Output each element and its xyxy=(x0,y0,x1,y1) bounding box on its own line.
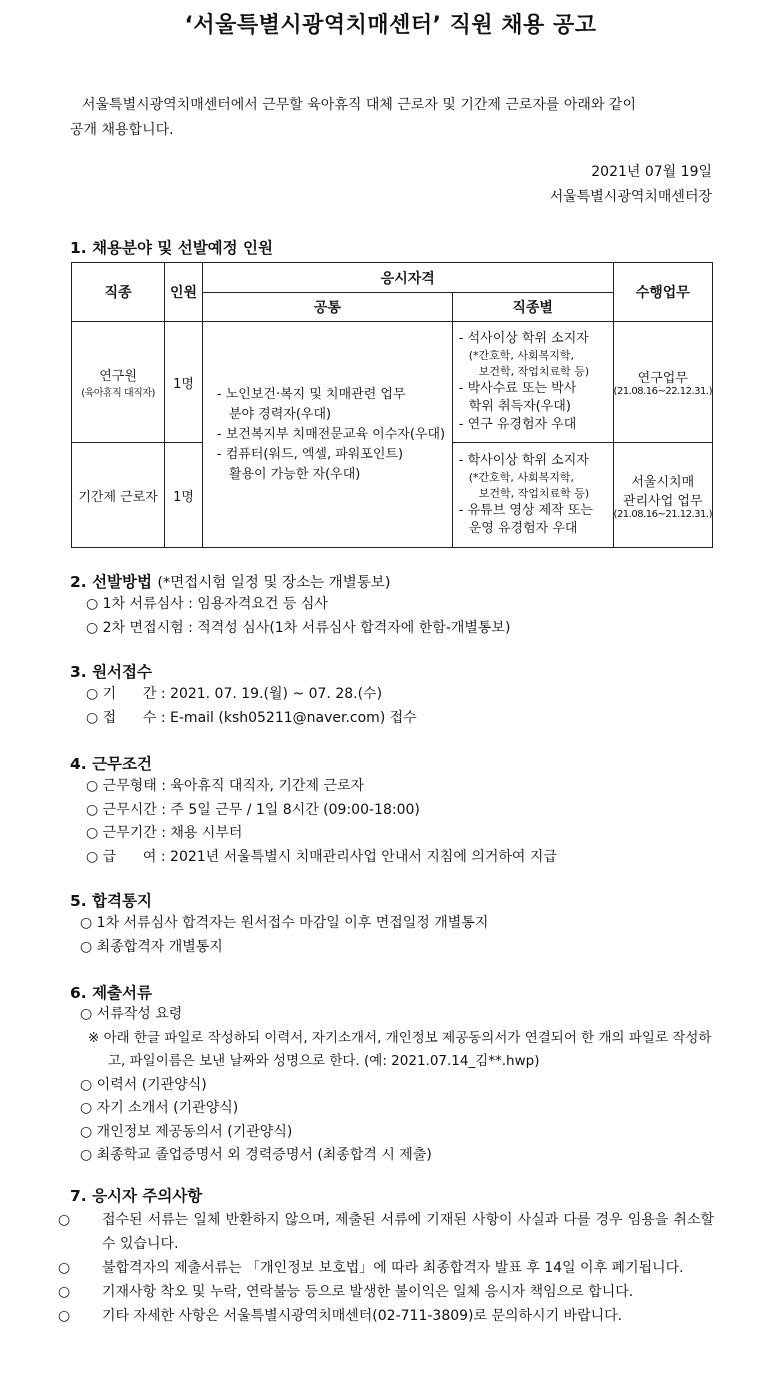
row1-count: 1명 xyxy=(165,322,203,443)
common-qualification xyxy=(202,322,452,548)
list-item: ○ 근무기간 : 채용 시부터 xyxy=(86,825,243,841)
section6-title: 6. 제출서류 xyxy=(70,984,152,1002)
header-common: 공통 xyxy=(202,293,452,322)
list-item: ○ 2차 면접시험 : 적격성 심사(1차 서류심사 합격자에 한함-개별통보) xyxy=(86,619,511,636)
row2-spec xyxy=(452,443,613,548)
header-qualification: 응시자격 xyxy=(202,263,613,293)
recruitment-table xyxy=(71,262,713,548)
section4-title: 4. 근무조건 xyxy=(70,755,152,773)
row1-job-note: (육아휴직 대직자) xyxy=(81,388,155,399)
section2-subtitle: (*면접시험 일정 및 장소는 개별통보) xyxy=(157,575,391,591)
list-item: ○ 서류작성 요령 xyxy=(80,1006,183,1022)
spec-item: - 석사이상 학위 소지자 xyxy=(458,331,589,346)
spec-item: - 유튜브 영상 제작 또는 xyxy=(458,503,593,518)
intro-line-1: 서울특별시광역치매센터에서 근무할 육아휴직 대체 근로자 및 기간제 근로자를 아래와 같이 xyxy=(82,97,636,113)
list-item-text: 불합격자의 제출서류는 「개인정보 보호법」에 따라 최종합격자 발표 후 14일 이후 폐기됩니다. xyxy=(102,1260,684,1276)
list-item: ○ 1차 서류심사 : 임용자격요건 등 심사 xyxy=(86,596,328,612)
bullet-icon: ○ xyxy=(58,1260,71,1276)
row2-job: 기간제 근로자 xyxy=(72,443,165,548)
list-item: ○ 1차 서류심사 합격자는 원서접수 마감일 이후 면접일정 개별통지 xyxy=(80,915,489,931)
intro-paragraph xyxy=(70,93,712,143)
spec-item: 운영 유경험자 우대 xyxy=(468,521,578,536)
list-item-text: 기타 자세한 사항은 서울특별시광역치매센터(02-711-3809)로 문의하시기 바랍니다. xyxy=(102,1308,623,1324)
list-item xyxy=(58,1304,714,1328)
spec-item: (*간호학, 사회복지학, xyxy=(468,349,575,362)
common-item: 분야 경력자(우대) xyxy=(228,406,332,422)
common-item: - 컴퓨터(워드, 엑셀, 파워포인트) xyxy=(216,446,404,462)
common-item: - 노인보건·복지 및 치매관련 업무 xyxy=(216,386,406,402)
row1-job xyxy=(72,322,165,443)
row2-duty-note: (21.08.16~21.12.31.) xyxy=(613,508,712,520)
section2-list xyxy=(86,593,510,640)
list-item xyxy=(58,1280,714,1304)
list-item-text: 기재사항 착오 및 누락, 연락불능 등으로 발생한 불이익은 일체 응시자 책임으로 합니다. xyxy=(102,1284,634,1300)
section6-list xyxy=(80,1003,714,1168)
list-item-text: 접수된 서류는 일체 반환하지 않으며, 제출된 서류에 기재된 사항이 사실과 다를 경우 임용을 취소할 수 있습니다. xyxy=(102,1212,714,1252)
common-item: - 보건복지부 치매전문교육 이수자(우대) xyxy=(216,426,446,442)
list-item: ○ 급 여 : 2021년 서울특별시 치매관리사업 안내서 지침에 의거하여 지급 xyxy=(86,848,557,865)
section1-title: 1. 채용분야 및 선발예정 인원 xyxy=(70,239,273,257)
list-item: ○ 개인정보 제공동의서 (기관양식) xyxy=(80,1123,293,1140)
list-item: ○ 자기 소개서 (기관양식) xyxy=(80,1100,239,1116)
row1-spec xyxy=(452,322,613,443)
spec-item: 보건학, 작업치료학 등) xyxy=(478,365,590,378)
list-item: ○ 기 간 : 2021. 07. 19.(월) ~ 07. 28.(수) xyxy=(86,686,383,702)
row1-duty xyxy=(613,322,712,443)
spec-item: 학위 취득자(우대) xyxy=(468,399,571,414)
section2-title xyxy=(70,570,390,592)
section2-title-text: 2. 선발방법 xyxy=(70,573,152,591)
row1-job-label: 연구원 xyxy=(99,369,137,384)
spec-item: - 연구 유경험자 우대 xyxy=(458,417,577,432)
list-item: ○ 최종학교 졸업증명서 외 경력증명서 (최종합격 시 제출) xyxy=(80,1147,432,1163)
page-title: ‘서울특별시광역치매센터’ 직원 채용 공고 xyxy=(184,13,597,38)
section3-list xyxy=(86,683,417,730)
section7-title: 7. 응시자 주의사항 xyxy=(70,1187,203,1205)
spec-item: - 학사이상 학위 소지자 xyxy=(458,453,589,468)
list-item xyxy=(58,1256,714,1280)
list-item: ○ 접 수 : E-mail (ksh05211@naver.com) 접수 xyxy=(86,709,417,726)
row1-duty-label: 연구업무 xyxy=(637,371,688,386)
header-duty: 수행업무 xyxy=(613,263,712,322)
issuer: 서울특별시광역치매센터장 xyxy=(549,189,712,205)
bullet-icon: ○ xyxy=(58,1308,71,1324)
header-by-type: 직종별 xyxy=(452,293,613,322)
section5-list xyxy=(80,912,714,959)
spec-item: 보건학, 작업치료학 등) xyxy=(478,487,590,500)
row1-duty-note: (21.08.16~22.12.31.) xyxy=(613,386,712,397)
list-item: ○ 이력서 (기관양식) xyxy=(80,1076,207,1093)
header-count: 인원 xyxy=(165,263,203,322)
list-item: ○ 근무시간 : 주 5일 근무 / 1일 8시간 (09:00-18:00) xyxy=(86,801,420,818)
section3-title: 3. 원서접수 xyxy=(70,663,152,681)
section5-title: 5. 합격통지 xyxy=(70,892,152,910)
section7-list xyxy=(58,1208,714,1328)
issue-block xyxy=(550,160,712,210)
bullet-icon: ○ xyxy=(58,1212,71,1228)
spec-item: (*간호학, 사회복지학, xyxy=(468,471,575,484)
list-item: ○ 근무형태 : 육아휴직 대직자, 기간제 근로자 xyxy=(86,778,364,794)
note-text: ※ 아래 한글 파일로 작성하되 이력서, 자기소개서, 개인정보 제공동의서가 연결되어 한 개의 파일로 작성하고, 파일이름은 보낸 날짜와 성명으로 한다. (예: 2021.07.14_김**.hwp) xyxy=(88,1029,712,1069)
list-item xyxy=(58,1208,714,1256)
spec-item: - 박사수료 또는 박사 xyxy=(458,381,577,396)
row2-count: 1명 xyxy=(165,443,203,548)
header-job-type: 직종 xyxy=(72,263,165,322)
row2-duty xyxy=(613,443,712,548)
section4-list xyxy=(86,775,557,869)
list-item: ○ 최종합격자 개별통지 xyxy=(80,938,223,955)
bullet-icon: ○ xyxy=(58,1284,71,1300)
common-item: 활용이 가능한 자(우대) xyxy=(228,466,361,482)
intro-line-2: 공개 채용합니다. xyxy=(70,122,174,138)
row2-duty-line: 서울시치매 xyxy=(631,474,695,490)
row2-duty-line: 관리사업 업무 xyxy=(623,493,703,509)
issue-date: 2021년 07월 19일 xyxy=(591,164,712,180)
